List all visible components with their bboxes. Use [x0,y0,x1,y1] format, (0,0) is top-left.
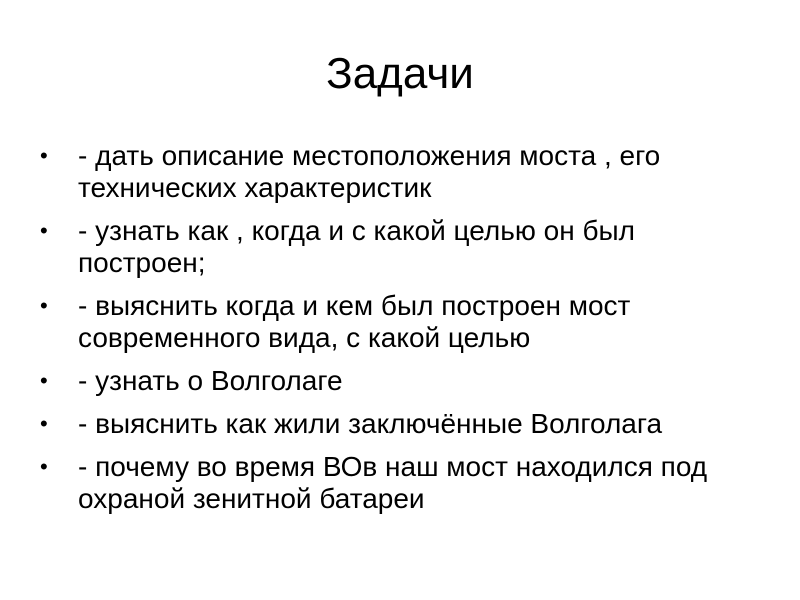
bullet-text: - почему во время ВОв наш мост находился под охраной зенитной батареи [78,451,708,514]
bullet-item [40,140,760,204]
bullet-icon: • [40,143,48,168]
bullet-icon: • [40,293,48,318]
bullet-icon: • [40,218,48,243]
bullet-text: - выяснить когда и кем был построен мост современного вида, с какой целью [78,290,631,353]
bullet-text: - дать описание местоположения моста , его технических характеристик [78,140,661,203]
bullet-text: - узнать о Волголаге [78,365,343,396]
bullet-icon: • [40,368,48,393]
bullet-list [40,140,760,526]
slide-title: Задачи [326,49,474,98]
bullet-item [40,290,760,354]
bullet-item [40,215,760,279]
bullet-item [40,365,760,397]
bullet-icon: • [40,411,48,436]
bullet-item [40,451,760,515]
bullet-item [40,408,760,440]
bullet-text: - узнать как , когда и с какой целью он был построен; [78,215,635,278]
bullet-text: - выяснить как жили заключённые Волголага [78,408,663,439]
bullet-icon: • [40,454,48,479]
